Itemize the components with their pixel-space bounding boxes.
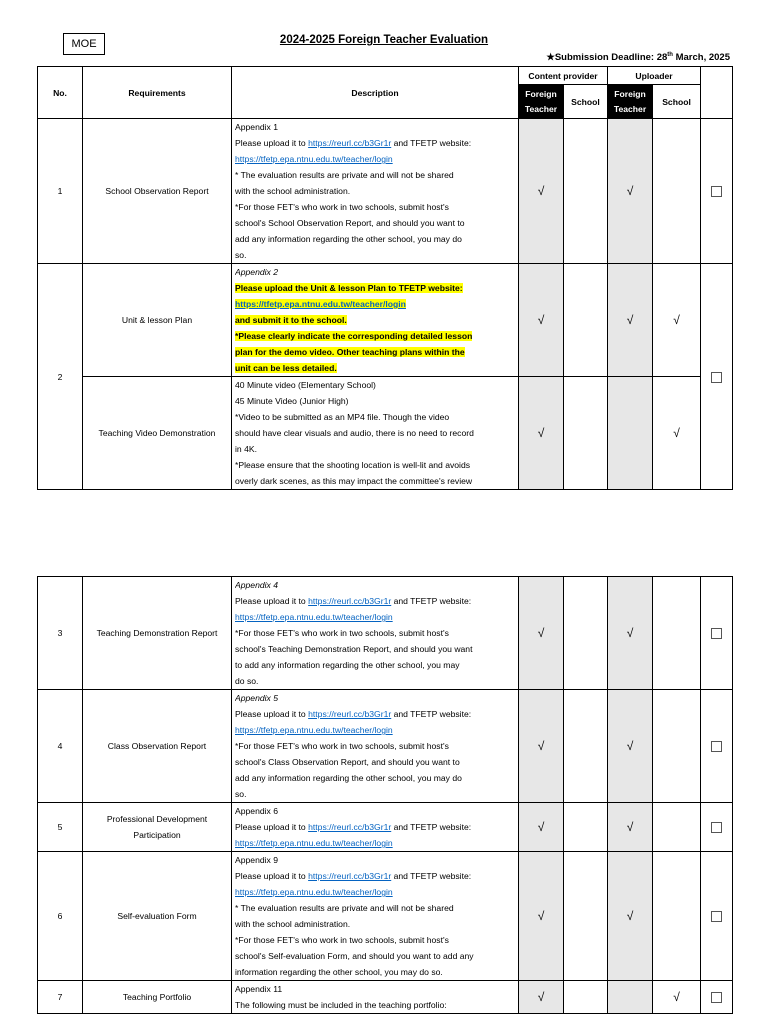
completion-checkbox[interactable] [701,852,733,981]
document-title: 2024-2025 Foreign Teacher Evaluation [279,34,489,46]
empty-cell [653,690,701,803]
desc-text: *For those FET's who work in two schools, submit host's [235,202,449,212]
appendix-label: Appendix 1 [235,122,279,132]
empty-cell [564,981,608,1014]
desc-text: add any information regarding the other school, you may do [235,773,462,783]
deadline-superscript: th [667,52,673,58]
header-checkbox-column [701,67,733,119]
requirement-description [232,264,519,377]
empty-cell [564,119,608,264]
completion-checkbox[interactable] [701,981,733,1014]
desc-text: Please upload it to [235,822,309,832]
empty-cell [653,852,701,981]
requirement-name: Teaching Video Demonstration [83,377,232,490]
checkbox-icon[interactable] [711,822,722,833]
desc-text: school's School Observation Report, and should you want to [235,218,465,228]
desc-text: *For those FET's who work in two schools, submit host's [235,741,449,751]
row-number: 3 [38,577,83,690]
submission-deadline [546,52,730,63]
desc-text: * The evaluation results are private and will not be shared [235,903,454,913]
checkbox-icon[interactable] [711,628,722,639]
desc-text: Please upload it to [235,138,309,148]
desc-text: 40 Minute video (Elementary School) [235,380,376,390]
completion-checkbox[interactable] [701,690,733,803]
requirement-name: Unit & lesson Plan [83,264,232,377]
desc-text: The following must be included in the teaching portfolio: [235,1000,447,1010]
header-requirements: Requirements [83,67,232,119]
desc-text: with the school administration. [235,919,351,929]
check-mark: √ [608,803,653,852]
header-uploader-foreign-teacher: Foreign Teacher [608,85,653,119]
checkbox-icon[interactable] [711,186,722,197]
check-mark: √ [653,377,701,490]
empty-cell [608,981,653,1014]
evaluation-table-part-1 [37,66,733,490]
desc-text: and TFETP website: [391,596,472,606]
row-number: 5 [38,803,83,852]
requirement-description [232,377,519,490]
check-mark: √ [608,852,653,981]
highlighted-text: unit can be less detailed. [235,363,337,373]
empty-cell [564,803,608,852]
check-mark: √ [608,119,653,264]
desc-text: with the school administration. [235,186,351,196]
desc-text: information regarding the other school, you may do so. [235,967,443,977]
checkbox-icon[interactable] [711,911,722,922]
check-mark: √ [519,690,564,803]
requirement-description [232,852,519,981]
check-mark: √ [519,264,564,377]
row-number: 6 [38,852,83,981]
requirement-name: School Observation Report [83,119,232,264]
header-uploader: Uploader [608,67,701,85]
table-row [38,577,733,690]
table-row [38,690,733,803]
requirement-name: Self-evaluation Form [83,852,232,981]
deadline-prefix: ★Submission Deadline: 28 [546,52,668,64]
requirement-description [232,119,519,264]
requirement-name: Class Observation Report [83,690,232,803]
completion-checkbox[interactable] [701,119,733,264]
check-mark: √ [519,119,564,264]
tfetp-link[interactable]: https://tfetp.epa.ntnu.edu.tw/teacher/login [235,612,393,622]
requirement-description [232,803,519,852]
checkbox-icon[interactable] [711,372,722,383]
desc-text: school's Self-evaluation Form, and should you want to add any [235,951,474,961]
check-mark: √ [608,264,653,377]
desc-text: 45 Minute Video (Junior High) [235,396,349,406]
highlighted-text: plan for the demo video. Other teaching plans within the [235,347,465,357]
desc-text: should have clear visuals and audio, there is no need to record [235,428,474,438]
check-mark: √ [519,377,564,490]
completion-checkbox[interactable] [701,803,733,852]
empty-cell [653,119,701,264]
row-number: 1 [38,119,83,264]
appendix-label: Appendix 2 [235,267,279,277]
empty-cell [564,577,608,690]
desc-text: and TFETP website: [391,709,472,719]
appendix-label: Appendix 4 [235,580,279,590]
tfetp-link[interactable]: https://tfetp.epa.ntnu.edu.tw/teacher/login [235,299,406,309]
header-content-provider: Content provider [519,67,608,85]
desc-text: *For those FET's who work in two schools, submit host's [235,628,449,638]
table-row [38,803,733,852]
table-row [38,981,733,1014]
appendix-label: Appendix 9 [235,855,279,865]
empty-cell [564,690,608,803]
highlighted-text: *Please clearly indicate the corresponding detailed lesson [235,331,473,341]
table-row [38,852,733,981]
desc-text: so. [235,250,247,260]
empty-cell [564,852,608,981]
reurl-link[interactable]: https://reurl.cc/b3Gr1r [308,822,392,832]
tfetp-link[interactable]: https://tfetp.epa.ntnu.edu.tw/teacher/login [235,838,393,848]
row-number: 2 [38,264,83,490]
completion-checkbox[interactable] [701,264,733,490]
reurl-link[interactable]: https://reurl.cc/b3Gr1r [308,709,392,719]
desc-text: add any information regarding the other school, you may do [235,234,462,244]
desc-text: and TFETP website: [391,871,472,881]
requirement-description [232,981,519,1014]
desc-text: so. [235,789,247,799]
check-mark: √ [519,577,564,690]
check-mark: √ [519,981,564,1014]
desc-text: in 4K. [235,444,257,454]
requirement-description [232,690,519,803]
desc-text: and TFETP website: [391,138,472,148]
desc-text: *Video to be submitted as an MP4 file. Though the video [235,412,450,422]
check-mark: √ [519,803,564,852]
desc-text: * The evaluation results are private and will not be shared [235,170,454,180]
deadline-suffix: March, 2025 [672,52,730,64]
table-row [38,377,733,490]
requirement-description [232,577,519,690]
requirement-name: Teaching Portfolio [83,981,232,1014]
desc-text: and TFETP website: [391,822,472,832]
checkbox-icon[interactable] [711,741,722,752]
appendix-label: Appendix 5 [235,693,279,703]
check-mark: √ [653,264,701,377]
highlighted-text: and submit it to the school. [235,315,347,325]
appendix-label: Appendix 11 [235,984,283,994]
desc-text: do so. [235,676,259,686]
empty-cell [608,377,653,490]
tfetp-link[interactable]: https://tfetp.epa.ntnu.edu.tw/teacher/login [235,887,393,897]
desc-text: Please upload it to [235,871,309,881]
appendix-label: Appendix 6 [235,806,279,816]
requirement-name: Professional Development Participation [83,803,232,852]
empty-cell [653,577,701,690]
evaluation-table-part-2 [37,576,733,1014]
moe-label: MOE [63,33,105,55]
tfetp-link[interactable]: https://tfetp.epa.ntnu.edu.tw/teacher/login [235,154,393,164]
reurl-link[interactable]: https://reurl.cc/b3Gr1r [308,871,392,881]
reurl-link[interactable]: https://reurl.cc/b3Gr1r [308,138,392,148]
desc-text: *For those FET's who work in two schools, submit host's [235,935,449,945]
table-row [38,119,733,264]
desc-text: *Please ensure that the shooting location is well-lit and avoids [235,460,471,470]
tfetp-link[interactable]: https://tfetp.epa.ntnu.edu.tw/teacher/login [235,725,393,735]
check-mark: √ [653,981,701,1014]
desc-text: school's Class Observation Report, and should you want to [235,757,460,767]
empty-cell [653,803,701,852]
table-row [38,264,733,377]
header-description: Description [232,67,519,119]
desc-text: to add any information regarding the other school, you may [235,660,460,670]
reurl-link[interactable]: https://reurl.cc/b3Gr1r [308,596,392,606]
header-no: No. [38,67,83,119]
completion-checkbox[interactable] [701,577,733,690]
desc-text: Please upload it to [235,709,309,719]
header-content-school: School [564,85,608,119]
row-number: 4 [38,690,83,803]
highlighted-text: Please upload the Unit & lesson Plan to TFETP website: [235,283,463,293]
checkbox-icon[interactable] [711,992,722,1003]
desc-text: Please upload it to [235,596,309,606]
requirement-name: Teaching Demonstration Report [83,577,232,690]
check-mark: √ [608,577,653,690]
check-mark: √ [608,690,653,803]
empty-cell [564,264,608,377]
header-content-foreign-teacher: Foreign Teacher [519,85,564,119]
row-number: 7 [38,981,83,1014]
desc-text: overly dark scenes, as this may impact the committee's review [235,476,473,486]
empty-cell [564,377,608,490]
header-uploader-school: School [653,85,701,119]
desc-text: school's Teaching Demonstration Report, and should you want [235,644,473,654]
check-mark: √ [519,852,564,981]
